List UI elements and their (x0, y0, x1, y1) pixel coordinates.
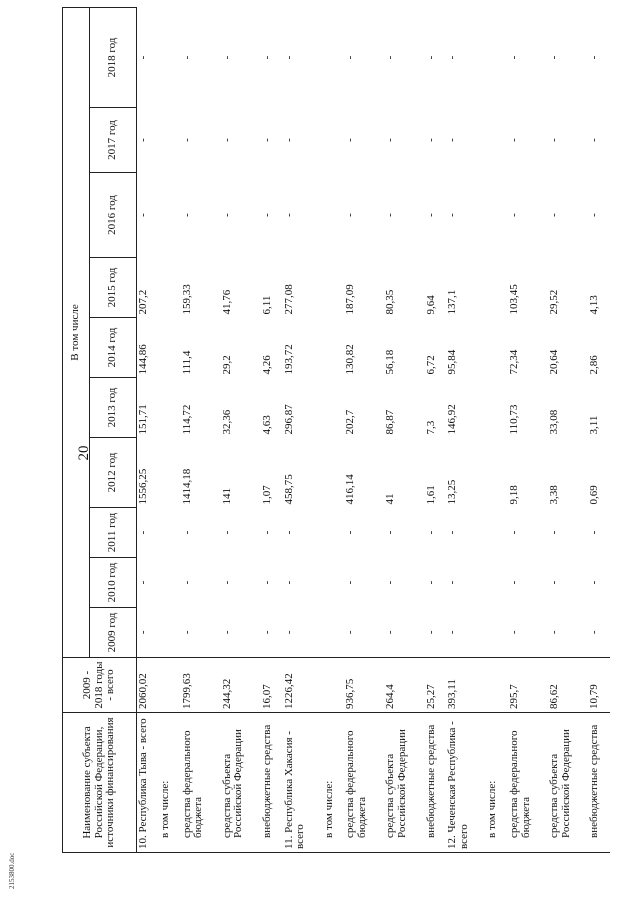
row-value (323, 8, 345, 108)
row-value: - (260, 630, 273, 635)
row-value: 32,36 (220, 409, 233, 435)
row-value: 29,52 (548, 289, 561, 315)
row-value: 9,64 (424, 295, 437, 315)
row-value: - (548, 213, 561, 217)
row-value: - (588, 630, 601, 635)
row-value: - (424, 530, 437, 535)
row-value: 114,72 (180, 404, 193, 435)
row-value: - (446, 580, 459, 585)
row-value: 1414,18 (180, 468, 193, 505)
table-row (446, 8, 486, 853)
row-name: средства субъекта Российской Федерации (221, 713, 261, 853)
row-value: 86,87 (384, 409, 397, 435)
row-total: 393,11 (446, 658, 486, 713)
row-name: 10. Республика Тыва - всего (137, 713, 159, 853)
table-row (159, 8, 181, 853)
row-value: 151,71 (137, 404, 149, 435)
row-value: 146,92 (446, 404, 459, 435)
row-value: - (260, 580, 273, 585)
row-value: - (446, 55, 459, 60)
row-value: - (220, 138, 233, 142)
header-year: 2009 год (90, 608, 137, 658)
row-value: - (424, 55, 437, 60)
row-value: - (384, 138, 397, 142)
row-value: 9,18 (507, 485, 520, 505)
row-value: 20,64 (548, 349, 561, 375)
row-value: 95,84 (446, 349, 459, 375)
table-row (486, 8, 508, 853)
row-value (486, 108, 508, 173)
row-value (159, 558, 181, 608)
row-value: - (137, 213, 149, 217)
row-value: - (588, 530, 601, 535)
row-total: 244,32 (221, 658, 261, 713)
row-value: 13,25 (446, 479, 459, 505)
row-value: - (588, 55, 601, 60)
row-value: 80,35 (384, 289, 397, 315)
row-value: - (446, 530, 459, 535)
row-value: 296,87 (282, 404, 295, 435)
row-value: - (507, 213, 520, 217)
row-value: - (260, 138, 273, 142)
row-value: 2,86 (588, 355, 601, 375)
row-value: - (548, 55, 561, 60)
table-row (221, 8, 261, 853)
row-value: 187,09 (344, 284, 357, 315)
row-value (323, 173, 345, 258)
header-year: 2012 год (90, 438, 137, 508)
row-value: - (282, 55, 295, 60)
row-value (486, 258, 508, 318)
row-total: 1226,42 (283, 658, 323, 713)
row-value (323, 438, 345, 508)
row-value: - (220, 213, 233, 217)
row-value: - (507, 530, 520, 535)
table-row (384, 8, 424, 853)
row-value (323, 508, 345, 558)
row-total: 16,07 (261, 658, 283, 713)
row-value: - (137, 580, 149, 585)
table-row (323, 8, 345, 853)
row-value: - (548, 530, 561, 535)
row-value (486, 378, 508, 438)
row-value: - (384, 213, 397, 217)
table-row (137, 8, 159, 853)
row-value: 72,34 (507, 349, 520, 375)
header-year: 2010 год (90, 558, 137, 608)
document-id: 2153800.doc (8, 852, 16, 889)
row-value: - (424, 580, 437, 585)
row-name: средства федерального бюджета (181, 713, 221, 853)
row-value: 3,11 (588, 415, 601, 435)
row-name: 11. Республика Хакасия - всего (283, 713, 323, 853)
row-value (323, 318, 345, 378)
row-value: - (282, 530, 295, 535)
row-name: средства субъекта Российской Федерации (384, 713, 424, 853)
row-name: внебюджетные средства (425, 713, 447, 853)
row-value: - (282, 213, 295, 217)
row-value: - (588, 580, 601, 585)
header-name: Наименование субъекта Российской Федерации, источники финансирования (63, 713, 137, 853)
header-year: 2017 год (90, 108, 137, 173)
row-value: 0,69 (588, 485, 601, 505)
row-value: - (424, 630, 437, 635)
row-value: 202,7 (344, 409, 357, 435)
row-name: в том числе: (486, 713, 508, 853)
row-value (323, 608, 345, 658)
row-value: - (588, 138, 601, 142)
row-value: 3,38 (548, 485, 561, 505)
row-value: - (137, 55, 149, 60)
row-value: - (137, 630, 149, 635)
row-total: 25,27 (425, 658, 447, 713)
row-value: - (384, 580, 397, 585)
row-total: 295,7 (508, 658, 548, 713)
row-value: - (220, 530, 233, 535)
row-value: 159,33 (180, 284, 193, 315)
table-row (425, 8, 447, 853)
header-year: 2015 год (90, 258, 137, 318)
row-value (486, 438, 508, 508)
row-value: 207,2 (137, 289, 149, 315)
table-row (181, 8, 221, 853)
row-value (159, 608, 181, 658)
row-name: 12. Чеченская Республика - всего (446, 713, 486, 853)
row-total: 86,62 (548, 658, 588, 713)
row-value: 111,4 (180, 350, 193, 375)
row-value: 41 (384, 493, 397, 505)
row-value: - (180, 530, 193, 535)
row-name: средства федерального бюджета (344, 713, 384, 853)
row-value (486, 173, 508, 258)
row-value (159, 258, 181, 318)
row-value: - (384, 630, 397, 635)
row-total: 10,79 (588, 658, 610, 713)
row-value: 6,11 (260, 295, 273, 315)
row-value: - (507, 55, 520, 60)
row-value: 137,1 (446, 289, 459, 315)
row-value: 141 (220, 488, 233, 505)
row-value: - (180, 138, 193, 142)
row-value: - (446, 213, 459, 217)
row-value: - (507, 138, 520, 142)
row-value: 130,82 (344, 344, 357, 375)
row-total (486, 658, 508, 713)
row-value: 29,2 (220, 355, 233, 375)
row-name: внебюджетные средства (588, 713, 610, 853)
row-name: средства субъекта Российской Федерации (548, 713, 588, 853)
row-value: 103,45 (507, 284, 520, 315)
row-value: - (424, 213, 437, 217)
row-value: 4,63 (260, 415, 273, 435)
row-value: 1,07 (260, 485, 273, 505)
row-name: в том числе: (159, 713, 181, 853)
row-value: 1556,25 (137, 468, 149, 505)
row-value (159, 438, 181, 508)
row-value: - (180, 213, 193, 217)
table-row (588, 8, 610, 853)
row-value (486, 558, 508, 608)
row-value (159, 8, 181, 108)
row-value: - (260, 213, 273, 217)
row-value (159, 318, 181, 378)
row-value: - (548, 630, 561, 635)
row-value: - (260, 530, 273, 535)
row-value: - (344, 530, 357, 535)
row-value: - (344, 580, 357, 585)
row-value: - (180, 55, 193, 60)
row-value: - (507, 580, 520, 585)
row-total: 264,4 (384, 658, 424, 713)
row-name: средства федерального бюджета (508, 713, 548, 853)
page-number: 20 (76, 445, 92, 461)
row-value: 144,86 (137, 344, 149, 375)
row-total: 1799,63 (181, 658, 221, 713)
row-value (486, 608, 508, 658)
header-year: 2016 год (90, 173, 137, 258)
row-value (486, 318, 508, 378)
table-row (508, 8, 548, 853)
row-value: - (220, 580, 233, 585)
row-value: - (384, 55, 397, 60)
row-value: - (548, 580, 561, 585)
row-value (159, 508, 181, 558)
table-row (344, 8, 384, 853)
row-value: 4,13 (588, 295, 601, 315)
row-total: 936,75 (344, 658, 384, 713)
header-year: 2014 год (90, 318, 137, 378)
row-name: в том числе: (323, 713, 345, 853)
row-value: - (548, 138, 561, 142)
row-value (323, 258, 345, 318)
row-value: - (446, 630, 459, 635)
row-value: - (260, 55, 273, 60)
row-value (159, 108, 181, 173)
row-value: 277,08 (282, 284, 295, 315)
row-value: 1,61 (424, 485, 437, 505)
row-name: внебюджетные средства (261, 713, 283, 853)
row-value: - (588, 213, 601, 217)
row-value: 56,18 (384, 349, 397, 375)
table-row (261, 8, 283, 853)
row-value: - (220, 630, 233, 635)
header-year: 2011 год (90, 508, 137, 558)
row-value: - (282, 580, 295, 585)
row-value: - (344, 55, 357, 60)
row-total: 2060,02 (137, 658, 159, 713)
row-value: 458,75 (282, 474, 295, 505)
row-value: 6,72 (424, 355, 437, 375)
row-value (159, 378, 181, 438)
row-value: 7,3 (424, 420, 437, 435)
row-value: - (282, 630, 295, 635)
row-total (159, 658, 181, 713)
table-row (548, 8, 588, 853)
row-value (486, 508, 508, 558)
row-value: - (180, 630, 193, 635)
row-value (486, 8, 508, 108)
row-value (323, 558, 345, 608)
row-value: - (384, 530, 397, 535)
row-value: 193,72 (282, 344, 295, 375)
row-value: - (424, 138, 437, 142)
row-value: - (180, 580, 193, 585)
row-value: - (507, 630, 520, 635)
row-total (323, 658, 345, 713)
row-value: - (344, 138, 357, 142)
header-group: В том числе (63, 8, 90, 658)
row-value: 416,14 (344, 474, 357, 505)
row-value: 41,76 (220, 289, 233, 315)
table-row (283, 8, 323, 853)
row-value (323, 108, 345, 173)
row-value (323, 378, 345, 438)
financing-table (62, 7, 610, 853)
row-value: - (220, 55, 233, 60)
row-value: - (446, 138, 459, 142)
row-value: - (137, 138, 149, 142)
row-value: - (137, 530, 149, 535)
header-year: 2018 год (90, 8, 137, 108)
row-value: - (344, 213, 357, 217)
row-value: 4,26 (260, 355, 273, 375)
row-value: - (344, 630, 357, 635)
header-year: 2013 год (90, 378, 137, 438)
header-total: 2009 - 2018 годы - всего (63, 658, 137, 713)
row-value: - (282, 138, 295, 142)
row-value (159, 173, 181, 258)
row-value: 33,08 (548, 409, 561, 435)
row-value: 110,73 (507, 404, 520, 435)
